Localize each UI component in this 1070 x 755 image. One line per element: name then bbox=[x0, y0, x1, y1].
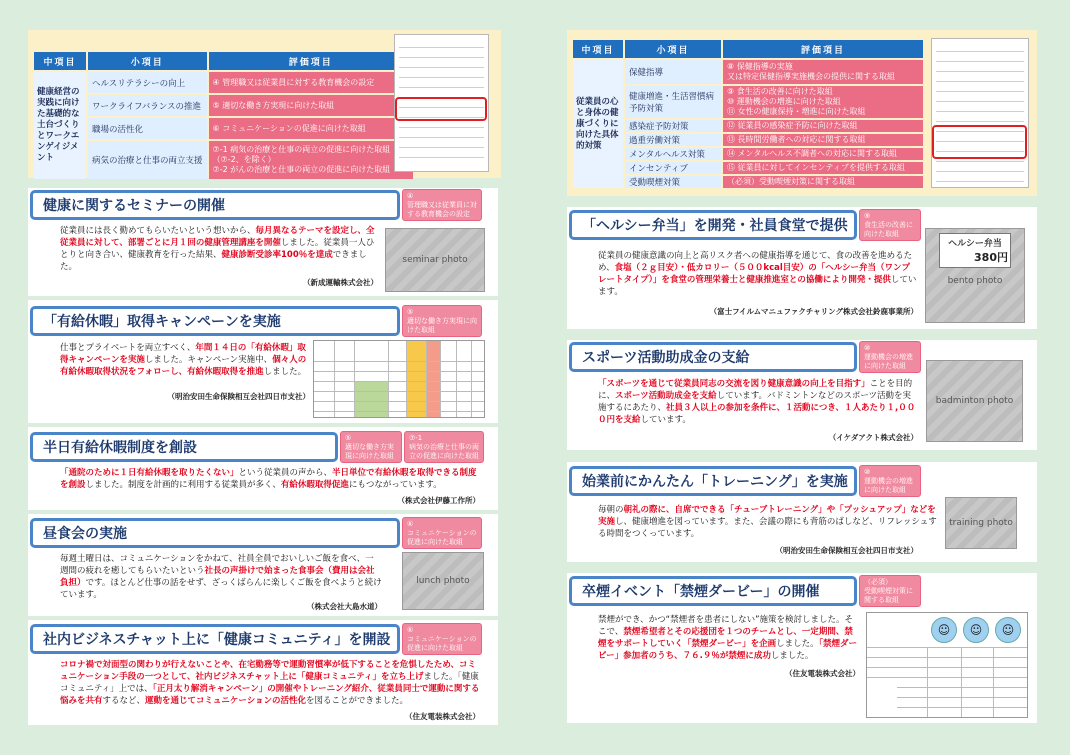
section-body bbox=[60, 553, 382, 601]
sub-item: 受動喫煙対策 bbox=[625, 176, 721, 188]
evaluation-item: ⑮ 従業員に対してインセンティブを提供する取組 bbox=[723, 162, 923, 174]
highlight-text: 社員３人以上の参加を条件に、１活動につき、１人あたり１,０００円を支給 bbox=[598, 403, 916, 425]
evaluation-item: （必須）受動喫煙対策に関する取組 bbox=[723, 176, 923, 188]
bento-sign-title: ヘルシー弁当 bbox=[948, 239, 1002, 249]
body-text: しています。 bbox=[640, 415, 691, 425]
section-body bbox=[598, 504, 938, 540]
company-name: （株式会社大島水道） bbox=[307, 602, 382, 611]
body-text: 従業員には長く勤めてもらいたいという想いから、 bbox=[60, 226, 256, 236]
table-header: 中項目 bbox=[573, 40, 623, 58]
body-text: し、健康増進を図っています。また、会議の際にも背筋のばしなど、リフレッシュする時間をつくっています。 bbox=[598, 517, 937, 539]
sub-item: メンタルヘルス対策 bbox=[625, 148, 721, 160]
category-cell: 従業員の心と身体の健康づくりに向けた具体的対策 bbox=[573, 60, 623, 188]
sub-item: ヘルスリテラシーの向上 bbox=[88, 72, 207, 93]
highlight-text: 「スポーツを通じて従業員同志の交流を図り健康意識の向上を目指す」 bbox=[598, 379, 870, 389]
evaluation-tag: ⑥ コミュニケーションの促進に向けた取組 bbox=[402, 517, 482, 549]
highlight-text: 禁煙希望者とその応援団を１つのチームとし、一定期間、禁煙をサポートしていく「禁煙ダービー」を企画 bbox=[598, 627, 853, 649]
sub-item: 過重労働対策 bbox=[625, 134, 721, 146]
form-thumbnail bbox=[931, 38, 1029, 188]
quit-smoking-chart bbox=[866, 612, 1028, 718]
sub-item: 保健指導 bbox=[625, 60, 721, 84]
highlight-text: 運動を通じてコミュニケーションの活性化 bbox=[145, 696, 307, 706]
highlight-text: 社長の声掛けで始まった食事会（費用は会社負担） bbox=[60, 566, 375, 588]
body-text: ことを目的に、 bbox=[598, 379, 913, 401]
body-text: 仕事とプライベートを両立すべく、 bbox=[60, 343, 196, 353]
section-title: 昼食会の実施 bbox=[30, 518, 400, 548]
evaluation-tag: ⑨ 食生活の改善に向けた取組 bbox=[859, 209, 921, 241]
company-name: （明治安田生命保険相互会社四日市支社） bbox=[775, 546, 918, 555]
sub-item: 健康増進・生活習慣病予防対策 bbox=[625, 86, 721, 118]
company-name: （株式会社伊藤工作所） bbox=[397, 496, 480, 505]
body-text: しました。キャンペーン実施中、 bbox=[144, 355, 273, 365]
evaluation-item: ⑨ 食生活の改善に向けた取組 ⑩ 運動機会の増進に向けた取組 ⑪ 女性の健康保持・増進に向けた取組 bbox=[723, 86, 923, 118]
sub-item: 病気の治療と仕事の両立支援 bbox=[88, 141, 207, 179]
lunch-photo: lunch photo bbox=[402, 552, 484, 610]
company-name: （新成運輸株式会社） bbox=[303, 278, 378, 287]
table-header: 評価項目 bbox=[723, 40, 923, 58]
company-name: （住友電装株式会社） bbox=[405, 712, 480, 721]
table-header: 中項目 bbox=[34, 52, 86, 70]
highlight-text: スポーツ活動助成金を支給 bbox=[615, 391, 717, 401]
company-name: （明治安田生命保険相互会社四日市支社） bbox=[167, 392, 310, 401]
evaluation-tag: ⑤ 適切な働き方実現に向けた取組 bbox=[402, 305, 482, 337]
section-body bbox=[60, 342, 310, 378]
evaluation-item: ⑦-1 病気の治療と仕事の両立の促進に向けた取組（⑦-2、を除く） ⑦-2 がんの治療と仕事の両立の促進に向けた取組 bbox=[209, 141, 413, 179]
bento-photo bbox=[925, 228, 1025, 323]
section-title: 「有給休暇」取得キャンペーンを実施 bbox=[30, 306, 400, 336]
right-summary-table bbox=[571, 38, 925, 190]
body-text: しました。制度を計画的に利用する従業員が多く、 bbox=[85, 480, 281, 490]
section-title: スポーツ活動助成金の支給 bbox=[569, 342, 857, 372]
body-text: できました。 bbox=[60, 250, 367, 272]
body-text: という従業員の声から、 bbox=[238, 468, 333, 478]
left-summary-panel bbox=[28, 30, 501, 178]
highlight-box bbox=[932, 125, 1027, 159]
evaluation-tag: ⑤ 適切な働き方実現に向けた取組 bbox=[340, 431, 402, 463]
evaluation-item: ⑤ 適切な働き方実現に向けた取組 bbox=[209, 95, 413, 116]
bento-sign-price: 380円 bbox=[974, 251, 1008, 264]
section-title: 半日有給休暇制度を創設 bbox=[30, 432, 338, 462]
evaluation-tag: ⑥ コミュニケーションの促進に向けた取組 bbox=[402, 623, 482, 655]
highlight-text: 毎月異なるテーマを設定し、全従業員に対して、部署ごとに月１回の健康管理講座を開催 bbox=[60, 226, 375, 248]
left-summary-table bbox=[32, 50, 415, 181]
sub-item: インセンティブ bbox=[625, 162, 721, 174]
bento-sign bbox=[939, 233, 1011, 268]
body-text: しました。 bbox=[776, 639, 819, 649]
right-summary-panel bbox=[567, 30, 1037, 196]
body-text: するなど、 bbox=[102, 696, 146, 706]
category-cell: 健康経営の実践に向けた基礎的な土台づくりとワークエンゲイジメント bbox=[34, 72, 86, 179]
table-header: 評価項目 bbox=[209, 52, 413, 70]
highlight-text: コロナ禍で対面型の関わりが行えないことや、在宅勤務等で運動習慣率が低下することを危惧したため、 bbox=[60, 660, 459, 670]
evaluation-tag: ⑩ 運動機会の増進に向けた取組 bbox=[859, 465, 921, 497]
evaluation-item: ⑭ メンタルヘルス不調者への対応に関する取組 bbox=[723, 148, 923, 160]
section-title: 健康に関するセミナーの開催 bbox=[30, 190, 400, 220]
body-text: です。ほとんど仕事の話をせず、ざっくばらんに楽しくご飯を食べようと続けています。 bbox=[60, 578, 382, 600]
highlight-text: 半日単位で有給休暇を取得できる制度を創設 bbox=[60, 468, 477, 490]
section-title: 卒煙イベント「禁煙ダービー」の開催 bbox=[569, 576, 857, 606]
body-text: を図ることができました。 bbox=[306, 696, 409, 706]
evaluation-item: ⑧ 保健指導の実施 又は特定保健指導実施機会の提供に関する取組 bbox=[723, 60, 923, 84]
section-body bbox=[598, 378, 918, 426]
evaluation-tag: ⑩ 運動機会の増進に向けた取組 bbox=[859, 341, 921, 373]
highlight-text: 朝礼の際に、自席でできる「チューブトレーニング」や「プッシュアップ」などを実施 bbox=[598, 505, 936, 527]
smiley-face-icon: ☺ bbox=[995, 617, 1021, 643]
table-header: 小項目 bbox=[625, 40, 721, 58]
badminton-photo: badminton photo bbox=[926, 360, 1023, 442]
section-body bbox=[598, 250, 918, 298]
section-title: 「ヘルシー弁当」を開発・社員食堂で提供 bbox=[569, 210, 857, 240]
evaluation-tag: ④ 管理職又は従業員に対する教育機会の設定 bbox=[402, 189, 482, 221]
section-body bbox=[60, 225, 378, 273]
body-text: 禁煙ができ、かつ“禁煙者を患者にしない”施策を検討しました。そこで、 bbox=[598, 615, 853, 637]
body-text: 毎朝の bbox=[598, 505, 624, 515]
highlight-box bbox=[395, 97, 487, 121]
sub-item: 職場の活性化 bbox=[88, 118, 207, 139]
highlight-text: 食塩（２ｇ目安）・低カロリー（５００kcal目安）の「ヘルシー弁当（ワンプレートタイプ）」を食堂の管理栄養士と健康推進室との協働により開発・提供 bbox=[598, 263, 911, 285]
section-body bbox=[60, 467, 480, 491]
seminar-photo: seminar photo bbox=[385, 228, 485, 292]
sub-item: ワークライフバランスの推進 bbox=[88, 95, 207, 116]
highlight-text: 個々人の有給休暇取得状況をフォローし、有給休暇取得を推進 bbox=[60, 355, 307, 377]
body-text: しています。 bbox=[598, 275, 917, 297]
leave-tracking-table bbox=[313, 340, 485, 418]
body-text: 毎週土曜日は、コミュニケーションをかねて、社員全員でおいしいご飯を食べ、一週間の疲れを癒してもらいたいという bbox=[60, 554, 374, 576]
highlight-text: 健康診断受診率100％を達成 bbox=[221, 250, 333, 260]
section-body bbox=[598, 614, 860, 662]
section-title: 社内ビジネスチャット上に「健康コミュニティ」を開設 bbox=[30, 624, 400, 654]
evaluation-tag: ⑦-1 病気の治療と仕事の両立の促進に向けた取組 bbox=[404, 431, 484, 463]
body-text: ました。「健康コミュニティ」上では、 bbox=[60, 672, 479, 694]
smiley-face-icon: ☺ bbox=[931, 617, 957, 643]
smiley-face-icon: ☺ bbox=[963, 617, 989, 643]
sub-item: 感染症予防対策 bbox=[625, 120, 721, 132]
section-title: 始業前にかんたん「トレーニング」を実施 bbox=[569, 466, 857, 496]
form-thumbnail bbox=[394, 34, 489, 172]
body-text: 従業員の健康意識の向上と高リスク者への健康指導を通じて、食の改善を進めるため、 bbox=[598, 251, 913, 273]
highlight-text: 年間１４日の「有給休暇」取得キャンペーンを実施 bbox=[60, 343, 306, 365]
body-text: しました。従業員一人ひとりと向き合い、健康教育を行った結果、 bbox=[60, 238, 375, 260]
bento-photo-label: bento photo bbox=[947, 276, 1003, 286]
highlight-text: コミュニケーション手段の一つとして、社内ビジネスチャット上に「健康コミュニティ」を立ち上げ bbox=[60, 660, 477, 682]
table-header: 小項目 bbox=[88, 52, 207, 70]
evaluation-item: ④ 管理職又は従業員に対する教育機会の設定 bbox=[209, 72, 413, 93]
company-name: （住友電装株式会社） bbox=[785, 669, 860, 678]
evaluation-item: ⑬ 長時間労働者への対応に関する取組 bbox=[723, 134, 923, 146]
highlight-text: 「正月太り解消キャンペーン」の開催やトレーニング紹介、従業員同士で運動に関する悩みを共有 bbox=[60, 684, 480, 706]
body-text: しています。バドミントンなどのスポーツ活動を実施するにあたり、 bbox=[598, 391, 911, 413]
body-text: しました。 bbox=[263, 367, 307, 377]
company-name: （イケダアクト株式会社） bbox=[828, 433, 918, 442]
highlight-text: 「通院のために１日有給休暇を取りたくない」 bbox=[60, 468, 239, 478]
company-name: （富士フイルムマニュファクチャリング株式会社鈴鹿事業所） bbox=[709, 307, 918, 316]
training-photo: training photo bbox=[945, 497, 1017, 549]
body-text: しました。 bbox=[770, 651, 814, 661]
evaluation-item: ⑥ コミュニケーションの促進に向けた取組 bbox=[209, 118, 413, 139]
evaluation-item: ⑫ 従業員の感染症予防に向けた取組 bbox=[723, 120, 923, 132]
highlight-text: 「禁煙ダービー」参加者のうち、７６.９％が禁煙に成功 bbox=[598, 639, 857, 661]
evaluation-tag: （必須） 受動喫煙対策に関する取組 bbox=[859, 575, 921, 607]
body-text: にもつながっています。 bbox=[348, 480, 442, 490]
section-body bbox=[60, 659, 480, 707]
highlight-text: 有給休暇取得促進 bbox=[280, 480, 349, 490]
